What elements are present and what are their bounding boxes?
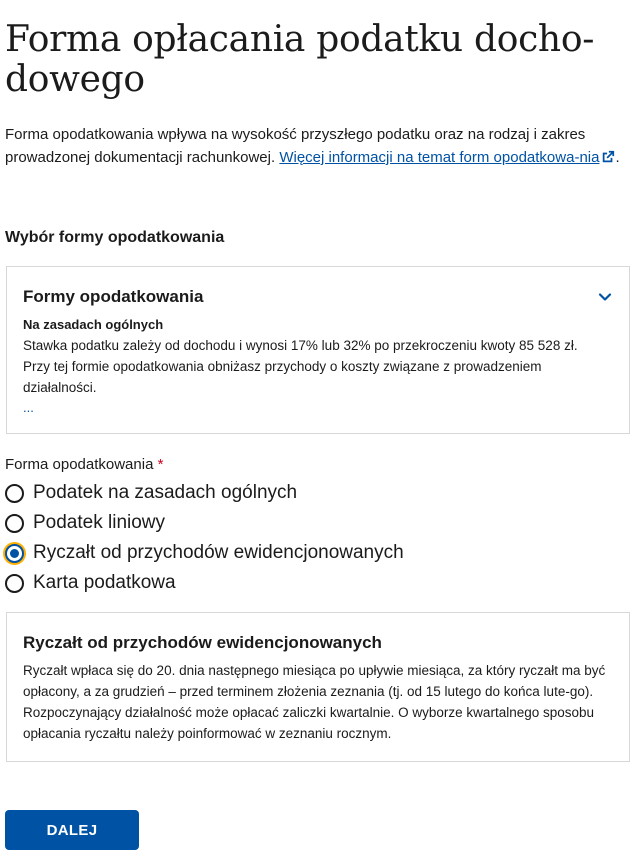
radio-button[interactable] [5,514,24,533]
tax-form-radio-group [5,478,404,598]
page-title: Forma opłacania podatku docho-dowego [5,19,595,100]
intro-body: Forma opodatkowania wpływa na wysokość przyszłego podatku oraz na rodzaj i zakres prowadzonej dokumentacji rachunkowej. [5,126,586,166]
radio-label: Ryczałt od przychodów ewidencjonowanych [33,542,404,563]
radio-button[interactable] [5,574,24,593]
radio-option-tax-card[interactable] [5,568,404,598]
radio-button[interactable] [5,484,24,503]
external-link-icon [601,150,615,164]
details-title: Ryczałt od przychodów ewidencjonowanych [23,633,382,652]
tax-forms-info-link-label: Więcej informacji na temat form opodatkowa-nia [279,149,600,166]
chevron-down-icon[interactable] [597,289,613,305]
radio-option-linear[interactable] [5,508,404,538]
accordion-title: Formy opodatkowania [23,287,204,306]
next-button[interactable]: DALEJ [5,810,139,850]
intro-text [5,123,631,169]
selected-option-details [6,612,630,762]
radio-label: Podatek na zasadach ogólnych [33,482,298,503]
tax-form-field-label [5,455,163,475]
details-description: Ryczałt wpłaca się do 20. dnia następnego miesiąca po upływie miesiąca, za który ryczałt ma być opłacony, a za grudzień – przed terminem złożenia zeznania (tj. od 15 lutego do końca lute-go). Rozpoczynający działalność może opłacać zaliczki kwartalnie. O wyborze kwartalnego sposobu opłacania ryczałtu należy poinformować w zeznaniu rocznym. [23,663,606,741]
tax-forms-accordion [6,266,630,434]
accordion-description: Stawka podatku zależy od dochodu i wynosi 17% lub 32% po przekroczeniu kwoty 85 528 zł. Przy tej formie opodatkowania obniżasz przychody o koszty związane z prowadzeniem działalności. [23,338,578,395]
required-marker: * [157,456,164,473]
radio-label: Podatek liniowy [33,512,166,533]
radio-option-general[interactable] [5,478,404,508]
radio-button-selected[interactable] [5,544,24,563]
accordion-subtitle: Na zasadach ogólnych [23,317,164,332]
accordion-more-link[interactable]: ... [23,400,34,415]
tax-forms-info-link[interactable] [279,149,615,166]
radio-label: Karta podatkowa [33,572,176,593]
intro-period: . [615,149,620,166]
radio-option-lump-sum[interactable] [5,538,404,568]
tax-form-label-text: Forma opodatkowania [5,456,154,473]
section-title: Wybór formy opodatkowania [5,229,225,246]
